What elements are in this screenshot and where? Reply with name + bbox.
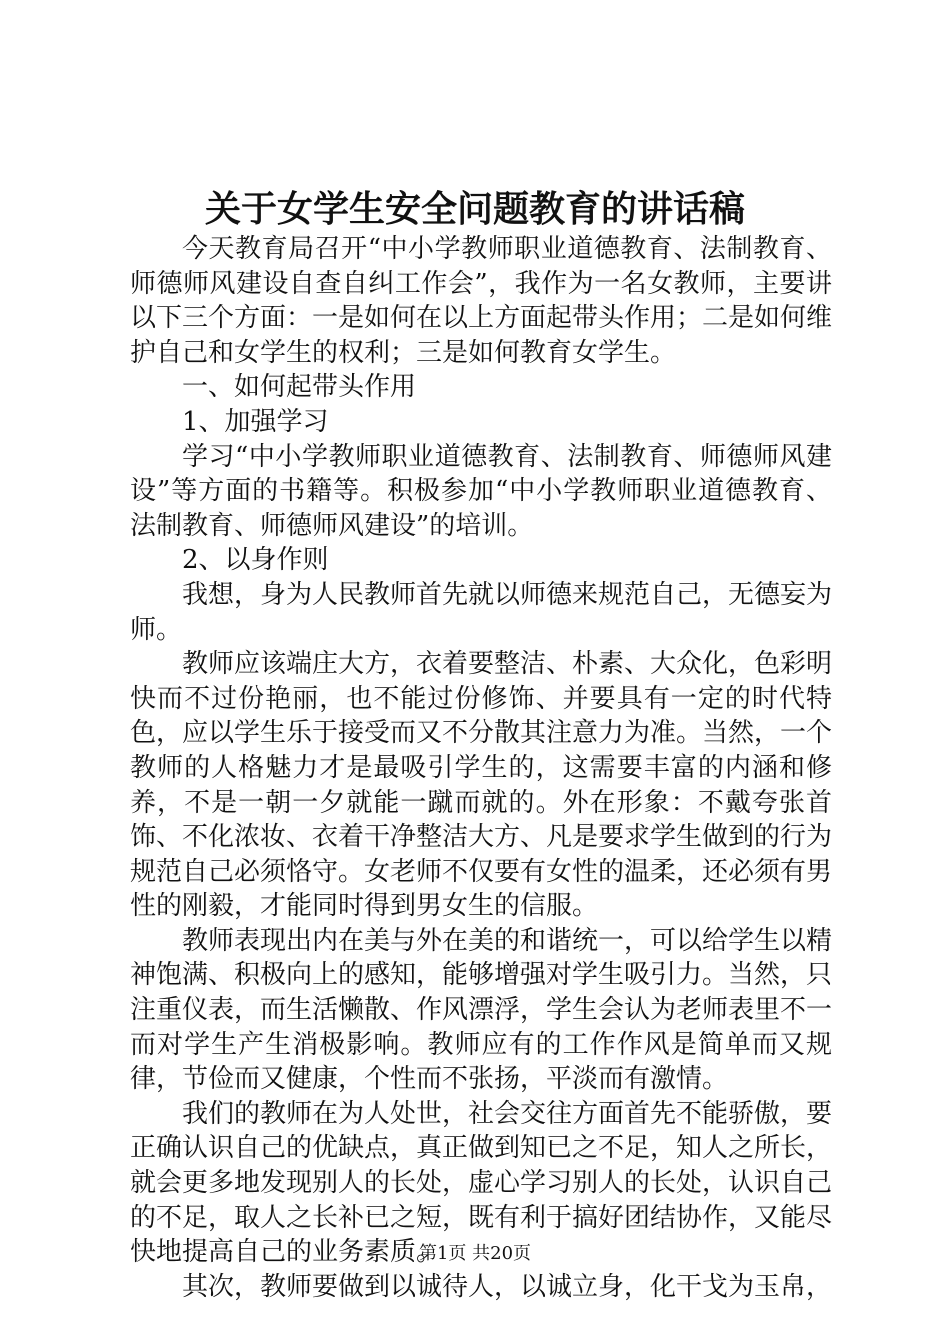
- section-heading: 一、如何起带头作用: [182, 372, 417, 403]
- subsection-heading: 1、加强学习: [182, 406, 329, 437]
- page-footer: 第1页 共20页: [418, 1243, 532, 1264]
- paragraph: 其次，教师要做到以诚待人，以诚立身，化干戈为玉帛，: [182, 1271, 833, 1302]
- paragraph: 今天教育局召开“中小学教师职业道德教育、法制教育、师德师风建设自查自纠工作会”，我作为一名女教师，主要讲以下三个方面：一是如何在以上方面起带头作用；二是如何维护自己和女学生的权利；三是如何教育女学生。: [130, 234, 833, 368]
- paragraph: 教师表现出内在美与外在美的和谐统一，可以给学生以精神饱满、积极向上的感知，能够增强对学生吸引力。当然，只注重仪表，而生活懒散、作风漂浮，学生会认为老师表里不一而对学生产生消极影响。教师应有的工作作风是简单而又规律，节俭而又健康，个性而不张扬，平淡而有激情。: [130, 925, 833, 1095]
- paragraph: 我们的教师在为人处世，社会交往方面首先不能骄傲，要正确认识自己的优缺点，真正做到知已之不足，知人之所长，就会更多地发现别人的长处，虚心学习别人的长处，认识自己的不足，取人之长补已之短，既有利于搞好团结协作，又能尽快地提高自己的业务素质。: [130, 1098, 833, 1268]
- paragraph: 教师应该端庄大方，衣着要整洁、朴素、大众化，色彩明快而不过份艳丽，也不能过份修饰、并要具有一定的时代特色，应以学生乐于接受而又不分散其注意力为准。当然，一个教师的人格魅力才是最吸引学生的，这需要丰富的内涵和修养，不是一朝一夕就能一蹴而就的。外在形象：不戴夸张首饰、不化浓妆、衣着干净整洁大方、凡是要求学生做到的行为规范自己必须恪守。女老师不仅要有女性的温柔，还必须有男性的刚毅，才能同时得到男女生的信服。: [130, 649, 833, 922]
- document-title: 关于女学生安全问题教育的讲话稿: [204, 188, 745, 230]
- document-body: [130, 232, 832, 1304]
- paragraph: 我想，身为人民教师首先就以师德来规范自己，无德妄为师。: [130, 579, 833, 645]
- paragraph: 学习“中小学教师职业道德教育、法制教育、师德师风建设”等方面的书籍等。积极参加“中小学教师职业道德教育、法制教育、师德师风建设”的培训。: [130, 441, 832, 541]
- subsection-heading: 2、以身作则: [182, 545, 329, 576]
